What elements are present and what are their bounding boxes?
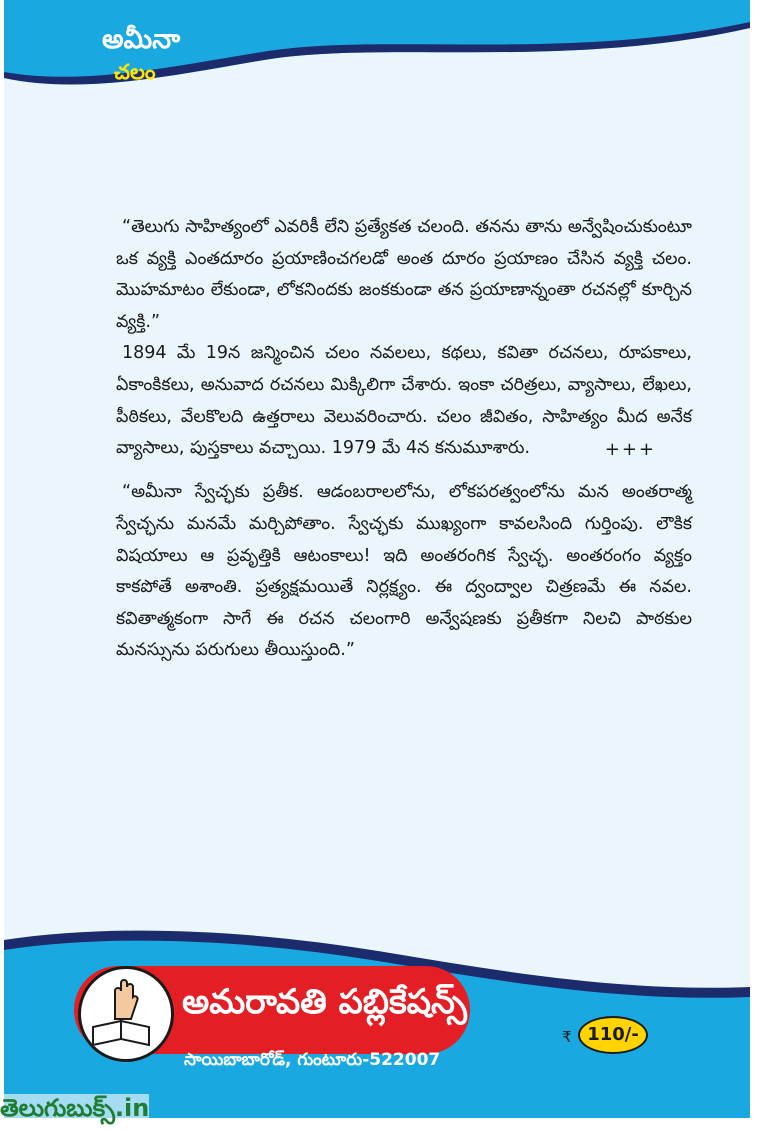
rupee-symbol: ₹ [562,1028,572,1046]
blurb-paragraph-3: “అమీనా స్వేచ్ఛకు ప్రతీక. ఆడంబరాలలోను, లోకపరత్వంలోను మన అంతరాత్మ స్వేచ్ఛను మనమే మర్చిపోతాం. స్వేచ్ఛకు ముఖ్యంగా కావలసింది గుర్తింపు. లౌకిక విషయాలు ఆ ప్రవృత్తికి ఆటంకాలు! ఇది అంతరంగిక స్వేచ్ఛ. అంతరంగం వ్యక్తం కాకపోతే అశాంతి. ప్రత్యక్షమయితే నిర్లక్ష్యం. ఈ ద్వంద్వాల చిత్రణమే ఈ నవల. కవితాత్మకంగా సాగే ఈ రచన చలంగారి అన్వేషణకు ప్రతీకగా నిలచి పాఠకుల మనస్సును పరుగులు తీయిస్తుంది.” [116,482,692,661]
author-name: చలం [114,60,156,84]
blurb-paragraph-1: “తెలుగు సాహిత్యంలో ఎవరికీ లేని ప్రత్యేకత చలంది. తనను తాను అన్వేషించుకుంటూ ఒక వ్యక్తి ఎంతదూరం ప్రయాణించగలడో అంత దూరం ప్రయాణం చేసిన వ్యక్తి చలం. మొహమాటం లేకుండా, లోకనిందకు జంకకుండా తన ప్రయాణాన్నంతా రచనల్లో కూర్చిన వ్యక్తి.” [116,217,692,332]
hand-book-logo-icon [78,966,174,1062]
publisher-name: అమరావతి పబ్లికేషన్స్ [182,982,467,1022]
section-ornament: +++ [604,438,656,460]
book-title: అమీనా [102,24,181,55]
hand-book-emblem [81,969,171,1059]
blurb-text [116,212,692,667]
price-badge: 110/- [578,1016,648,1054]
blurb-paragraph-2: 1894 మే 19న జన్మించిన చలం నవలలు, కథలు, కవితా రచనలు, రూపకాలు, ఏకాంకికలు, అనువాద రచనలు మిక్కిలిగా చేశారు. ఇంకా చరిత్రలు, వ్యాసాలు, లేఖలు, పీఠికలు, వేలకొలది ఉత్తరాలు వెలువరించారు. చలం జీవితం, సాహిత్యం మీద అనేక వ్యాసాలు, పుస్తకాలు వచ్చాయి. 1979 మే 4న కనుమూశారు. [116,343,692,459]
publisher-address: సాయిబాబారోడ్, గుంటూరు-522007 [184,1050,441,1070]
site-watermark: తెలుగుబుక్స్.in [0,1094,149,1128]
